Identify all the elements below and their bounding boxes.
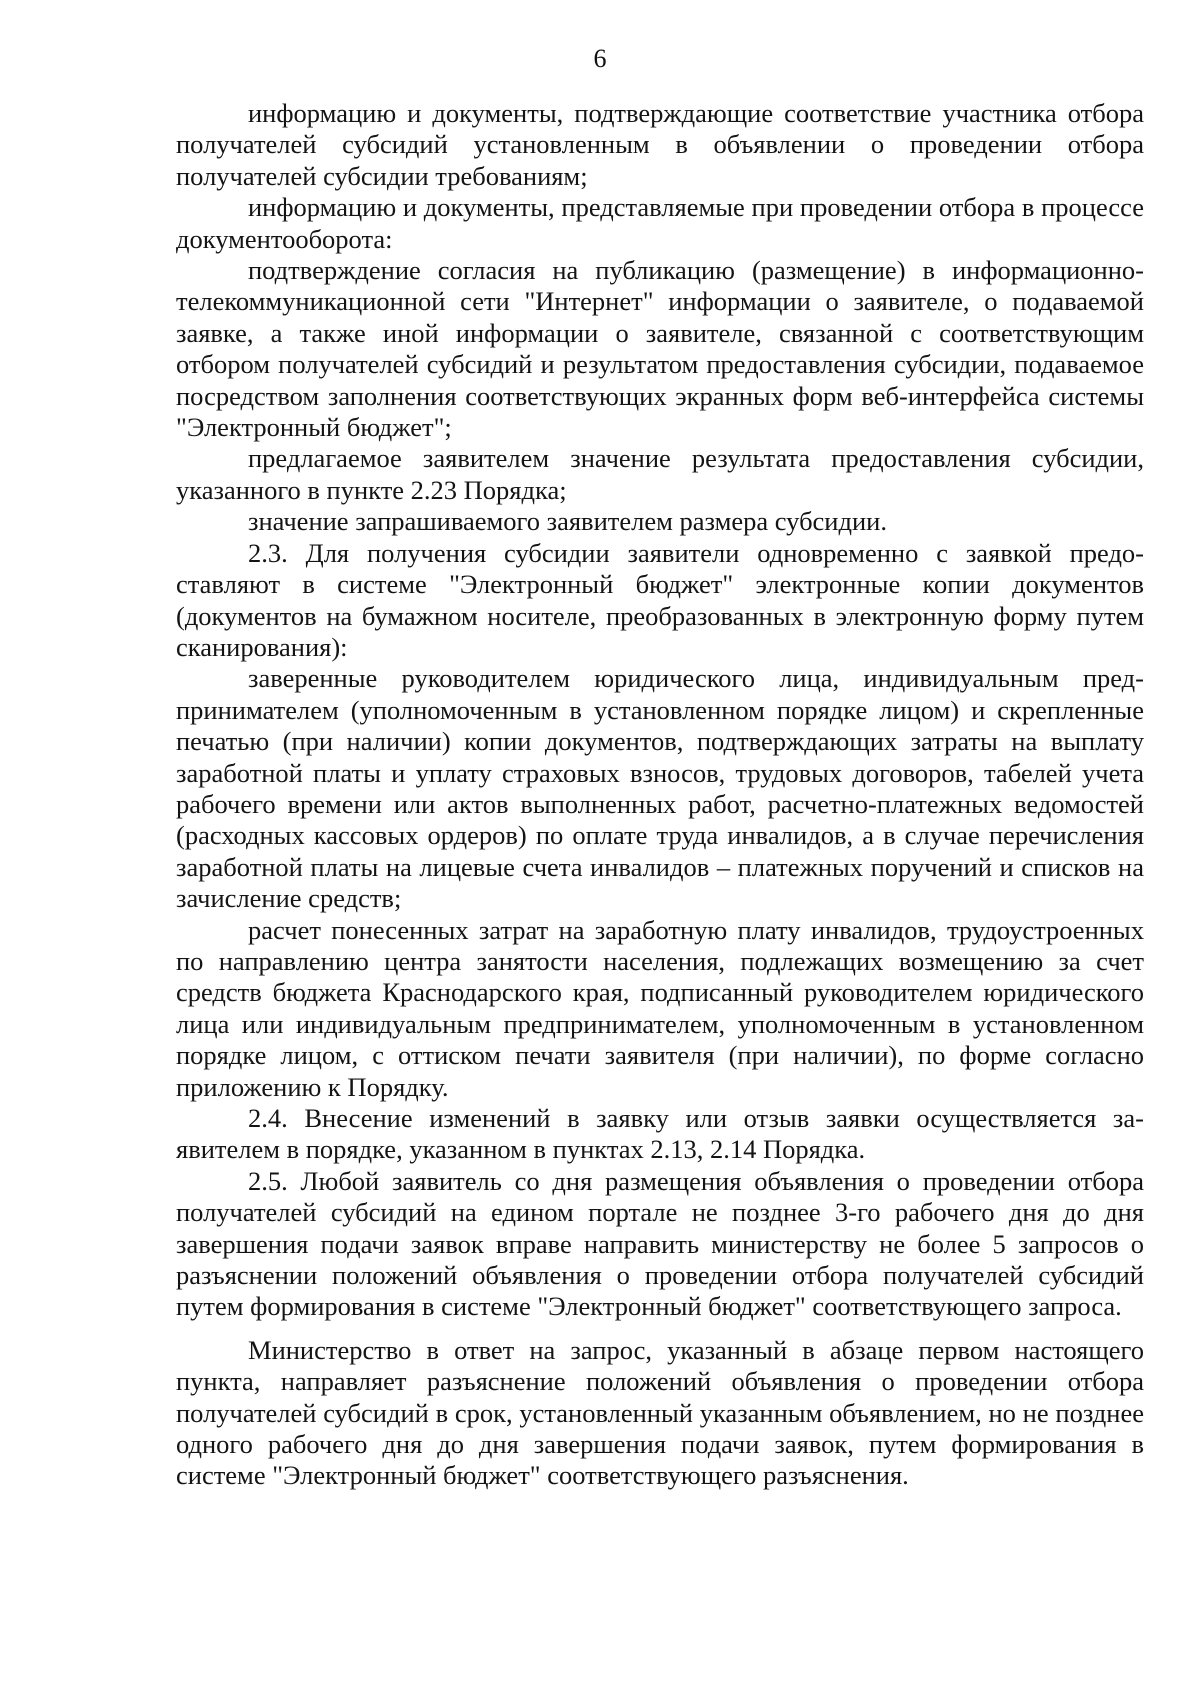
paragraph-requested-amount: значение запрашиваемого заявителем размера субсидии. — [248, 506, 887, 537]
paragraph-section-2-5: 2.5. Любой заявитель со дня размещения объявления о проведении отбора получателей субсидий на едином портале не позднее 3-го рабочего дня до дня завершения подачи заявок вправе направить министерству не более 5 запросов о разъяснении положений объявления о проведении отбора получателей субсидий путем формирования в системе "Электронный бюджет" соответствующего запроса. — [176, 1165, 1144, 1322]
paragraph-cost-calculation: расчет понесенных затрат на заработную плату инвалидов, трудоустроенных по направлению центра занятости населения, подлежащих возмещению за счет средств бюджета Краснодарского края, подписанный руководителем юридического лица или индивидуальным предпринимателем, уполномоченным в установленном порядке лицом, с оттиском печати заявителя (при наличии), по форме согласно приложению к Порядку. — [176, 914, 1144, 1102]
page-number: 6 — [593, 44, 607, 73]
paragraph-proposed-result: предлагаемое заявителем значение результата предоставления субсидии, указанного в пункте 2.23 Порядка; — [176, 443, 1144, 505]
paragraph-publication-consent: подтверждение согласия на публикацию (размещение) в информационно-телекоммуникационной сети "Интернет" информации о заявителе, о подаваемой заявке, а также иной информации о заявителе, связанной с соответствующим отбором получателей субсидий и результатом предоставления субсидии, подаваемое посредством заполнения соответствующих экранных форм веб-интерфейса системы "Электронный бюджет"; — [176, 255, 1144, 443]
document-body — [176, 98, 1144, 1492]
paragraph-participant-info: информацию и документы, подтверждающие соответствие участника отбора получателей субсидий установленным в объявлении о проведении отбора получателей субсидии требованиям; — [176, 98, 1144, 191]
paragraph-document-flow: информацию и документы, представляемые при проведении отбора в процессе документооборота: — [176, 192, 1144, 254]
paragraph-certified-copies: заверенные руководителем юридического лица, индивидуальным предпринимателем (уполномоченным в установленном порядке лицом) и скрепленные печатью (при наличии) копии документов, подтверждающих затраты на выплату заработной платы и уплату страховых взносов, трудовых договоров, табелей учета рабочего времени или актов выполненных работ, расчетно-платежных ведомостей (расходных кассовых ордеров) по оплате труда инвалидов, а в случае перечисления заработной платы на лицевые счета инвалидов – платежных поручений и списков на зачисление средств; — [176, 663, 1144, 914]
paragraph-ministry-response: Министерство в ответ на запрос, указанный в абзаце первом настоящего пункта, направляет разъяснение положений объявления о проведении отбора получателей субсидий в срок, установленный указанным объявлением, но не позднее одного рабочего дня до дня завершения подачи заявок, путем формирования в системе "Электронный бюджет" соответствующего разъяснения. — [176, 1334, 1144, 1491]
paragraph-section-2-4: 2.4. Внесение изменений в заявку или отзыв заявки осуществляется заявителем в порядке, указанном в пунктах 2.13, 2.14 Порядка. — [176, 1103, 1144, 1165]
paragraph-section-2-3: 2.3. Для получения субсидии заявители одновременно с заявкой предоставляют в системе "Электронный бюджет" электронные копии документов (документов на бумажном носителе, преобразованных в электронную форму путем сканирования): — [176, 537, 1144, 662]
